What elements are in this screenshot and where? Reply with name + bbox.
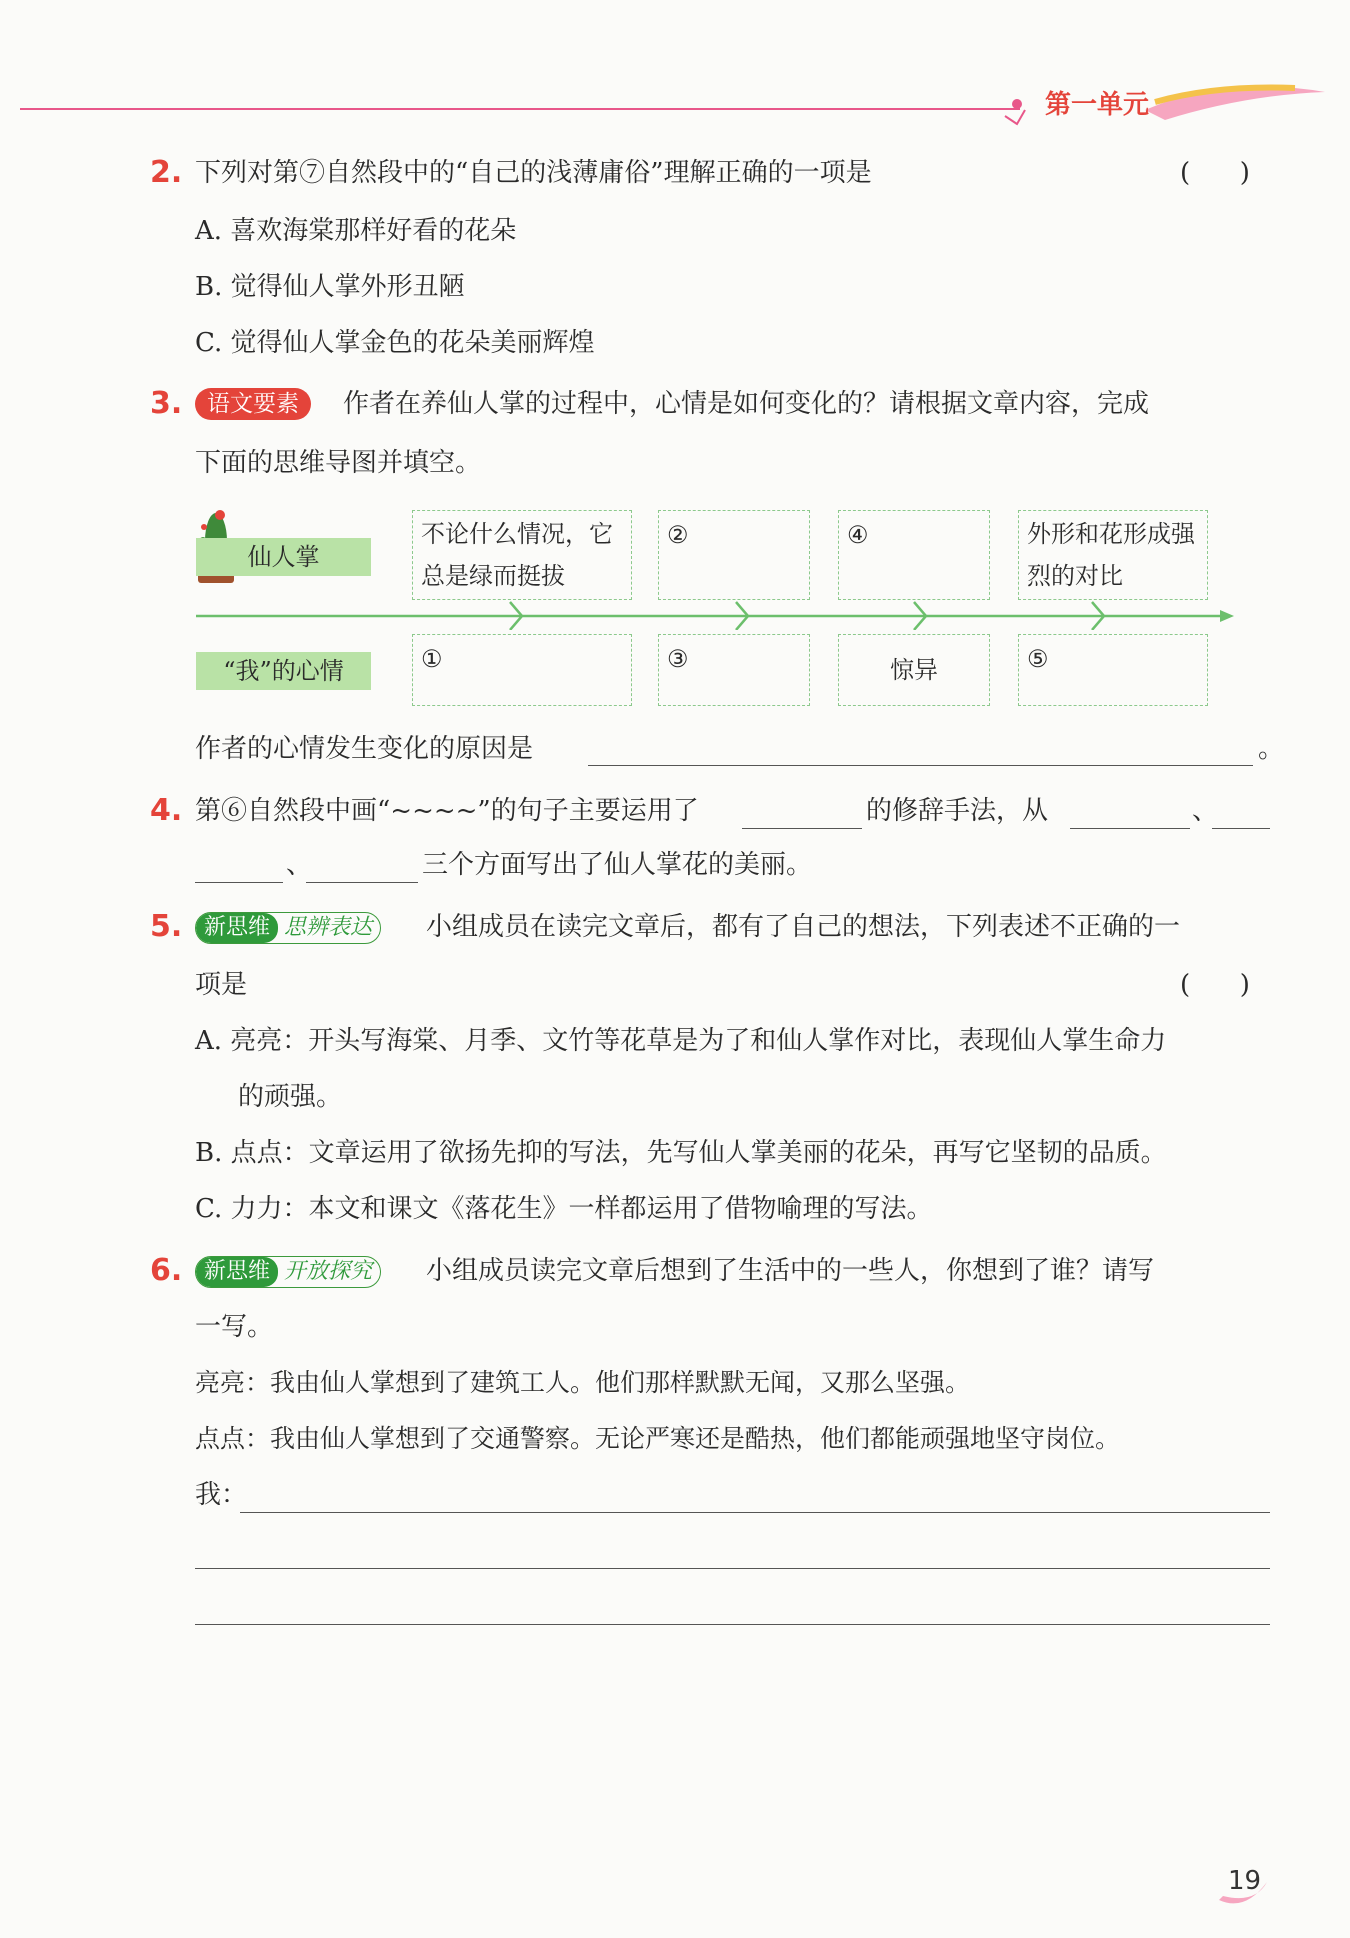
q2-number: 2. (150, 155, 183, 190)
q5-stem-line1: 小组成员在读完文章后，都有了自己的想法，下列表述不正确的一 (426, 912, 1181, 942)
q4-part2: 的修辞手法，从 (866, 796, 1049, 826)
q4-part5: 三个方面写出了仙人掌花的美丽。 (422, 850, 813, 880)
map-label-mood: “我”的心情 (196, 652, 371, 690)
map-box-top-1: 不论什么情况，它总是绿而挺拔 (412, 510, 632, 600)
q6-tag-sub: 开放探究 (284, 1259, 373, 1284)
q2-answer-paren[interactable]: ( ) (1180, 158, 1250, 188)
q4-part1: 第⑥自然段中画“~~~~”的句子主要运用了 (195, 796, 699, 826)
q5-tag-sub: 思辨表达 (284, 915, 373, 940)
q6-me-label: 我： (195, 1480, 248, 1510)
q6-example-liangliang: 亮亮：我由仙人掌想到了建筑工人。他们那样默默无闻，又那么坚强。 (195, 1368, 971, 1397)
map-box-bottom-3: 惊异 (838, 634, 990, 706)
map-box-bottom-4[interactable]: ⑤ (1018, 634, 1208, 706)
map-label-cactus: 仙人掌 (196, 538, 371, 576)
q4-blank-aspect2b[interactable] (195, 882, 283, 883)
unit-label: 第一单元 (1045, 90, 1150, 120)
q5-option-a[interactable]: A. 亮亮：开头写海棠、月季、文竹等花草是为了和仙人掌作对比，表现仙人掌生命力 (195, 1026, 1167, 1056)
q6-tag (195, 1256, 381, 1288)
q5-stem-line2: 项是 (195, 970, 248, 1000)
q2-option-b[interactable]: B. 觉得仙人掌外形丑陋 (195, 272, 465, 302)
header-rule (20, 108, 1020, 110)
q4-blank-aspect1[interactable] (1070, 828, 1190, 829)
map-timeline-arrow (196, 600, 1236, 630)
q6-answer-line-3[interactable] (195, 1624, 1270, 1625)
q6-answer-line-2[interactable] (195, 1568, 1270, 1569)
q3-reason-blank[interactable] (588, 765, 1253, 766)
q3-tag-label: 语文要素 (195, 388, 311, 420)
map-box-bottom-2[interactable]: ③ (658, 634, 810, 706)
q3-number: 3. (150, 386, 183, 421)
q4-part4: 、 (286, 850, 313, 880)
q5-option-a-cont: 的顽强。 (238, 1082, 343, 1112)
q6-example-diandian: 点点：我由仙人掌想到了交通警察。无论严寒还是酷热，他们都能顽强地坚守岗位。 (195, 1424, 1121, 1453)
q6-stem-line1: 小组成员读完文章后想到了生活中的一些人，你想到了谁？请写 (426, 1256, 1155, 1286)
map-box-top-3[interactable]: ④ (838, 510, 990, 600)
q5-tag-main: 新思维 (196, 913, 278, 943)
q4-number: 4. (150, 793, 183, 828)
q6-answer-line-1[interactable] (240, 1512, 1270, 1513)
page-number: 19 (1228, 1866, 1262, 1896)
q5-option-c[interactable]: C. 力力：本文和课文《落花生》一样都运用了借物喻理的写法。 (195, 1194, 933, 1224)
map-box-top-2[interactable]: ② (658, 510, 810, 600)
q3-tag (195, 388, 311, 420)
q2-option-c[interactable]: C. 觉得仙人掌金色的花朵美丽辉煌 (195, 328, 595, 358)
q5-option-b[interactable]: B. 点点：文章运用了欲扬先抑的写法，先写仙人掌美丽的花朵，再写它坚韧的品质。 (195, 1138, 1167, 1168)
q5-number: 5. (150, 909, 183, 944)
q6-tag-main: 新思维 (196, 1257, 278, 1287)
q3-reason-prompt: 作者的心情发生变化的原因是 (195, 734, 534, 764)
map-box-bottom-1[interactable]: ① (412, 634, 632, 706)
q3-reason-end: 。 (1258, 734, 1285, 764)
q6-number: 6. (150, 1253, 183, 1288)
q3-stem-line1: 作者在养仙人掌的过程中，心情是如何变化的？请根据文章内容，完成 (343, 389, 1150, 419)
q4-part3: 、 (1192, 796, 1219, 826)
q6-stem-line2: 一写。 (195, 1312, 274, 1342)
q5-answer-paren[interactable]: ( ) (1180, 970, 1250, 1000)
map-box-top-4: 外形和花形成强烈的对比 (1018, 510, 1208, 600)
q4-blank-aspect2a[interactable] (1212, 828, 1270, 829)
q3-stem-line2: 下面的思维导图并填空。 (195, 448, 482, 478)
q4-blank-rhetoric[interactable] (742, 828, 862, 829)
q5-tag (195, 912, 381, 944)
q4-blank-aspect3[interactable] (306, 882, 418, 883)
q2-stem: 下列对第⑦自然段中的“自己的浅薄庸俗”理解正确的一项是 (195, 158, 872, 188)
q2-option-a[interactable]: A. 喜欢海棠那样好看的花朵 (195, 216, 517, 246)
